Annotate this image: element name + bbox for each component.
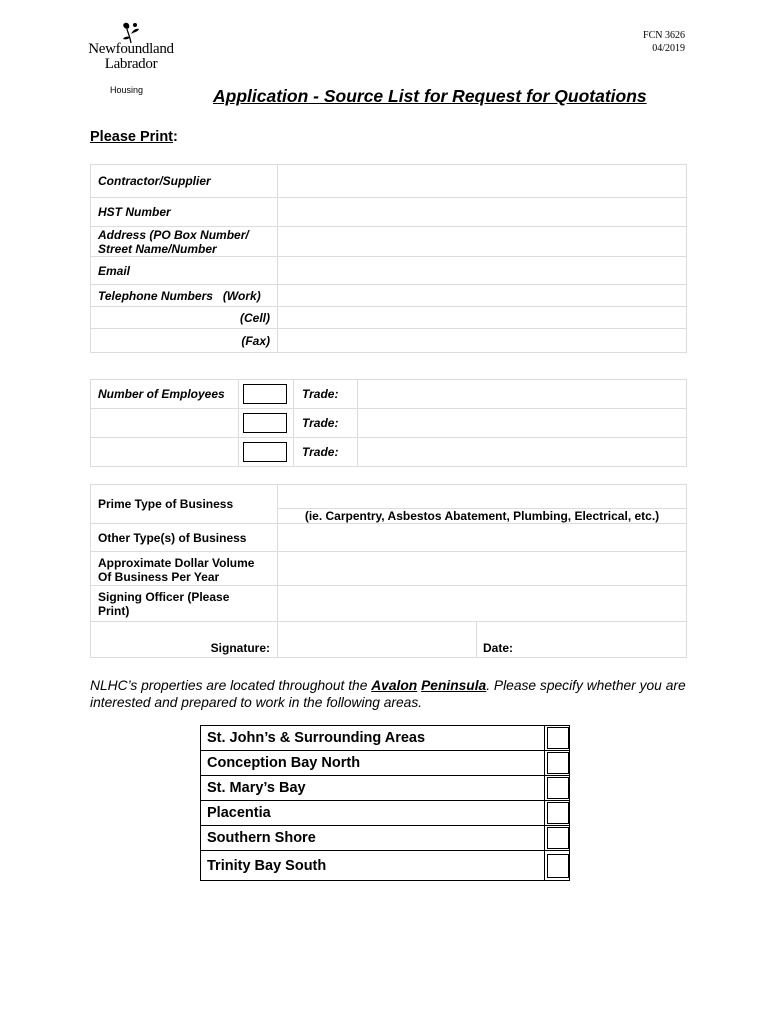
- employees-label: Number of Employees: [91, 380, 239, 409]
- trade-label-2: Trade:: [294, 409, 358, 438]
- signing-officer-label: [91, 586, 278, 622]
- area-label: St. Mary’s Bay: [201, 776, 545, 801]
- area-checkbox[interactable]: [547, 752, 569, 774]
- prime-type-label: Prime Type of Business: [91, 485, 278, 524]
- area-checkbox[interactable]: [547, 777, 569, 799]
- area-label: Southern Shore: [201, 826, 545, 851]
- form-code: [643, 29, 685, 55]
- area-checkbox[interactable]: [547, 802, 569, 824]
- area-checkbox-cell: [545, 776, 570, 801]
- dollar-volume-label-line-2: Of Business Per Year: [98, 570, 220, 584]
- contact-info-table: [90, 164, 687, 353]
- area-label: Conception Bay North: [201, 751, 545, 776]
- form-date: 04/2019: [652, 43, 685, 54]
- contractor-field[interactable]: [278, 165, 687, 198]
- other-type-field[interactable]: [278, 524, 687, 552]
- fax-field[interactable]: [278, 329, 687, 353]
- area-row: [201, 851, 570, 881]
- please-print-heading: [90, 129, 178, 145]
- area-checkbox[interactable]: [547, 827, 569, 849]
- trade-label-3: Trade:: [294, 438, 358, 467]
- trade-field-1[interactable]: [358, 380, 687, 409]
- areas-note-word-2: Peninsula: [421, 678, 487, 693]
- signing-officer-label-line-2: Print): [98, 604, 130, 618]
- logo-wordmark: [86, 42, 176, 72]
- form-number: FCN 3626: [643, 30, 685, 41]
- area-label: Trinity Bay South: [201, 851, 545, 881]
- page-title: Application - Source List for Request for Quotations: [213, 86, 647, 106]
- address-label: [91, 227, 278, 257]
- area-label: Placentia: [201, 801, 545, 826]
- empty-label-cell: [91, 438, 239, 467]
- signing-officer-label-line-1: Signing Officer (Please: [98, 590, 230, 604]
- prime-type-field[interactable]: [278, 485, 687, 509]
- signature-label: Signature:: [91, 622, 278, 658]
- other-type-label: Other Type(s) of Business: [91, 524, 278, 552]
- cell-field[interactable]: [278, 307, 687, 329]
- trade-field-3[interactable]: [358, 438, 687, 467]
- logo-subtext: Housing: [110, 85, 144, 95]
- trade-box-3[interactable]: [243, 442, 287, 462]
- area-checkbox-cell: [545, 851, 570, 881]
- area-row: [201, 826, 570, 851]
- signing-officer-field[interactable]: [278, 586, 687, 622]
- please-print-colon: :: [173, 129, 178, 145]
- email-field[interactable]: [278, 257, 687, 285]
- nl-housing-logo: [86, 22, 176, 102]
- date-label: Date:: [483, 641, 514, 655]
- area-checkbox-cell: [545, 826, 570, 851]
- employees-count-input[interactable]: [243, 384, 287, 404]
- address-field[interactable]: [278, 227, 687, 257]
- area-checkbox[interactable]: [547, 727, 569, 749]
- area-checkbox-cell: [545, 726, 570, 751]
- trade-label-1: Trade:: [294, 380, 358, 409]
- cell-label: (Cell): [91, 307, 278, 329]
- prime-type-hint: (ie. Carpentry, Asbestos Abatement, Plumbing, Electrical, etc.): [278, 509, 687, 524]
- address-label-line-2: Street Name/Number: [98, 241, 217, 256]
- work-phone-field[interactable]: [278, 285, 687, 307]
- area-checkbox-cell: [545, 751, 570, 776]
- logo-line-2: Labrador: [104, 56, 158, 72]
- dollar-volume-field[interactable]: [278, 552, 687, 586]
- area-row: [201, 726, 570, 751]
- empty-label-cell: [91, 409, 239, 438]
- area-row: [201, 801, 570, 826]
- trade-field-2[interactable]: [358, 409, 687, 438]
- employees-box-cell: [239, 380, 294, 409]
- area-row: [201, 751, 570, 776]
- dollar-volume-label: [91, 552, 278, 586]
- signature-field[interactable]: [278, 622, 477, 658]
- please-print-label: Please Print: [90, 129, 174, 145]
- hst-label: HST Number: [91, 198, 278, 227]
- logo-line-1: Newfoundland: [88, 41, 174, 57]
- area-checkbox-cell: [545, 801, 570, 826]
- area-checkbox[interactable]: [547, 854, 569, 878]
- box-cell-2: [239, 409, 294, 438]
- areas-note-prefix: NLHC’s properties are located throughout the: [90, 678, 372, 693]
- work-phone-label: Telephone Numbers (Work): [91, 285, 278, 307]
- address-label-line-1: Address (PO Box Number/: [98, 227, 249, 242]
- fax-label: (Fax): [91, 329, 278, 353]
- contractor-label: Contractor/Supplier: [91, 165, 278, 198]
- hst-field[interactable]: [278, 198, 687, 227]
- employees-trades-table: [90, 379, 687, 467]
- areas-note-suffix: . Please specify whether you are interested and prepared to work in the following areas.: [90, 678, 686, 710]
- area-label: St. John’s & Surrounding Areas: [201, 726, 545, 751]
- trade-box-2[interactable]: [243, 413, 287, 433]
- business-info-table: [90, 484, 687, 658]
- date-label-cell[interactable]: [477, 622, 687, 658]
- areas-note-word-1: Avalon: [371, 678, 418, 693]
- box-cell-3: [239, 438, 294, 467]
- area-row: [201, 776, 570, 801]
- email-label: Email: [91, 257, 278, 285]
- areas-checklist: [200, 725, 570, 881]
- areas-note: [90, 677, 690, 711]
- dollar-volume-label-line-1: Approximate Dollar Volume: [98, 556, 255, 570]
